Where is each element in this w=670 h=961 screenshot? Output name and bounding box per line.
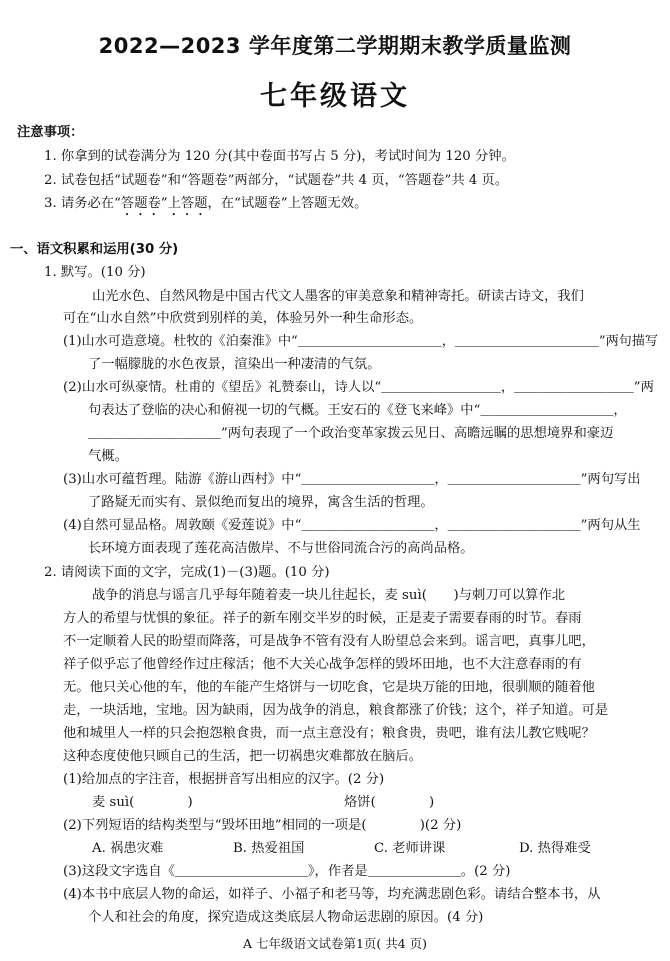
sub-question: (1)给加点的字注音，根据拼音写出相应的汉字。(2 分) [63,772,385,787]
option-c: C. 老师讲课 [374,841,446,856]
passage-line: 战争的消息与谣言几乎每年随着麦一块儿往起长，麦 suì( )与刺刀可以算作北 [92,588,566,603]
note-item: 2. 试卷包括“试题卷”和“答题卷”两部分，“试题卷”共 4 页，“答题卷”共 4 页。 [44,173,509,188]
option-b: B. 热爱祖国 [233,841,305,856]
fill-line: (3)山水可蕴哲理。陆游《游山西村》中“＿＿＿＿＿＿＿＿＿＿，＿＿＿＿＿＿＿＿＿＿”两句写出 [63,472,641,487]
answer-blank: 烙饼( ) [344,795,435,810]
emphasized-text: “答题卷”上答题 [114,196,208,211]
fill-line: 了路疑无而实有、景似绝而复出的境界，寓含生活的哲理。 [88,495,434,510]
fill-line: ＿＿＿＿＿＿＿＿＿＿”两句表现了一个政治变革家拨云见日、高瞻远瞩的思想境界和豪迈 [88,426,614,441]
passage-line: 无。他只关心他的车，他的车能产生烙饼与一切吃食，它是块万能的田地，很驯顺的随着他 [63,680,595,695]
note-item: 1. 你拿到的试卷满分为 120 分(其中卷面书写占 5 分)，考试时间为 120 分钟。 [44,149,515,164]
notes-heading: 注意事项： [17,125,84,140]
answer-blank: 麦 suì( ) [92,795,193,810]
passage-line: 他和城里人一样的只会抱怨粮食贵，而一点主意没有；粮食贵，贵吧，谁有法儿教它贱呢？ [63,726,595,741]
passage-line: 这种态度使他只顾自己的生活，把一切祸患灾难都放在脑后。 [63,749,423,764]
intro-text: 可在“山水自然”中欣赏到别样的美，体验另外一种生命形态。 [63,311,423,326]
question-title: 1. 默写。(10 分) [44,265,146,280]
intro-text: 山光水色、自然风物是中国古代文人墨客的审美意象和精神寄托。研读古诗文，我们 [92,289,584,304]
fill-line: (4)自然可显品格。周敦颐《爱莲说》中“＿＿＿＿＿＿＿＿＿＿，＿＿＿＿＿＿＿＿＿＿”两句从生 [63,518,641,533]
fill-line: (2)山水可纵豪情。杜甫的《望岳》礼赞泰山，诗人以“＿＿＿＿＿＿＿＿＿，＿＿＿＿＿＿＿＿＿”两 [63,380,654,395]
sub-question: (3)这段文字选自《＿＿＿＿＿＿＿＿＿＿》，作者是＿＿＿＿＿＿＿。(2 分) [63,864,511,879]
section-heading: 一、语文积累和运用(30 分) [10,242,179,257]
subject-title: 七年级语文 [260,81,410,112]
option-a: A. 祸患灾难 [92,841,164,856]
option-d: D. 热得难受 [519,841,591,856]
passage-line: 方人的希望与忧惧的象征。祥子的新车刚交半岁的时候，正是麦子需要春雨的时节。春雨 [63,611,582,626]
fill-line: 句表达了登临的决心和俯视一切的气概。王安石的《登飞来峰》中“＿＿＿＿＿＿＿＿＿＿， [88,403,627,418]
question-title: 2. 请阅读下面的文字，完成(1)－(3)题。(10 分) [44,565,330,580]
page-footer: A 七年级语文试卷第1页( 共4 页) [242,936,428,951]
note-item: 3. 请务必在“答题卷”上答题，在“试题卷”上答题无效。 [44,196,368,211]
sub-question: (4)本书中底层人物的命运，如祥子、小福子和老马等，均充满悲剧色彩。请结合整本书，从 [63,887,601,902]
passage-line: 不一定顺着人民的盼望而降落，可是战争不管有没有人盼望总会来到。谣言吧，真事儿吧， [63,634,595,649]
fill-line: 了一幅朦胧的水色夜景，渲染出一种凄清的气氛。 [88,357,381,372]
fill-line: 气概。 [88,449,128,464]
sub-question: 个人和社会的角度，探究造成这类底层人物命运悲剧的原因。(4 分) [88,910,484,925]
fill-line: (1)山水可造意境。杜牧的《泊秦淮》中“＿＿＿＿＿＿＿＿＿＿＿，＿＿＿＿＿＿＿＿＿＿＿”两句描写 [63,334,658,349]
exam-title: 2022—2023 学年度第二学期期末教学质量监测 [98,34,572,58]
sub-question: (2)下列短语的结构类型与“毁坏田地”相同的一项是( )(2 分) [63,818,462,833]
fill-line: 长环境方面表现了莲花高洁傲岸、不与世俗同流合污的高尚品格。 [88,541,474,556]
passage-line: 祥子似乎忘了他曾经作过庄稼活；他不大关心战争怎样的毁坏田地，也不大注意春雨的有 [63,657,582,672]
passage-line: 走，一块活地，宝地。因为缺雨，因为战争的消息，粮食都涨了价钱；这个，祥子知道。可是 [63,703,609,718]
